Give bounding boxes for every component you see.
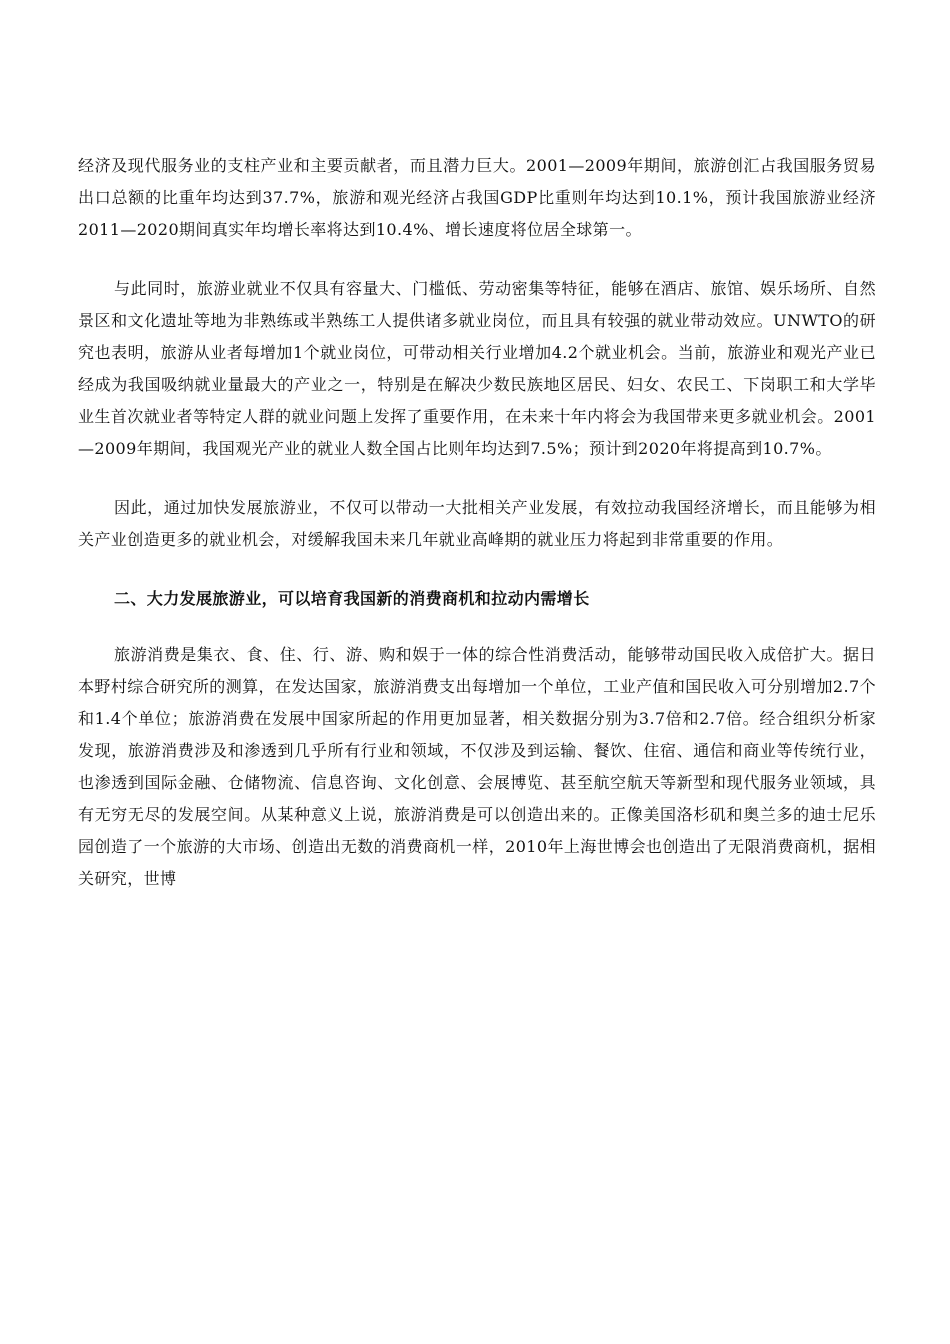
paragraph-continued: 经济及现代服务业的支柱产业和主要贡献者，而且潜力巨大。2001—2009年期间，旅游创汇占我国服务贸易出口总额的比重年均达到37.7%，旅游和观光经济占我国GDP比重则年均达到10.1%，预计我国旅游业经济2011—2020期间真实年均增长率将达到10.4%、增长速度将位居全球第一。 — [78, 156, 876, 239]
paragraph-conclusion: 因此，通过加快发展旅游业，不仅可以带动一大批相关产业发展，有效拉动我国经济增长，而且能够为相关产业创造更多的就业机会，对缓解我国未来几年就业高峰期的就业压力将起到非常重要的作用。 — [78, 498, 876, 549]
section-heading: 二、大力发展旅游业，可以培育我国新的消费商机和拉动内需增长 — [114, 589, 590, 608]
paragraph-consumption: 旅游消费是集衣、食、住、行、游、购和娱于一体的综合性消费活动，能够带动国民收入成倍扩大。据日本野村综合研究所的测算，在发达国家，旅游消费支出每增加一个单位，工业产值和国民收入可分别增加2.7个和1.4个单位；旅游消费在发展中国家所起的作用更加显著，相关数据分别为3.7倍和2.7倍。经合组织分析家发现，旅游消费涉及和渗透到几乎所有行业和领域，不仅涉及到运输、餐饮、住宿、通信和商业等传统行业，也渗透到国际金融、仓储物流、信息咨询、文化创意、会展博览、甚至航空航天等新型和现代服务业领域，具有无穷无尽的发展空间。从某种意义上说，旅游消费是可以创造出来的。正像美国洛杉矶和奥兰多的迪士尼乐园创造了一个旅游的大市场、创造出无数的消费商机一样，2010年上海世博会也创造出了无限消费商机，据相关研究，世博 — [78, 645, 876, 888]
document-body — [78, 150, 876, 922]
paragraph-employment: 与此同时，旅游业就业不仅具有容量大、门槛低、劳动密集等特征，能够在酒店、旅馆、娱乐场所、自然景区和文化遗址等地为非熟练或半熟练工人提供诸多就业岗位，而且具有较强的就业带动效应。UNWTO的研究也表明，旅游从业者每增加1个就业岗位，可带动相关行业增加4.2个就业机会。当前，旅游业和观光产业已经成为我国吸纳就业量最大的产业之一，特别是在解决少数民族地区居民、妇女、农民工、下岗职工和大学毕业生首次就业者等特定人群的就业问题上发挥了重要作用，在未来十年内将会为我国带来更多就业机会。2001—2009年期间，我国观光产业的就业人数全国占比则年均达到7.5%；预计到2020年将提高到10.7%。 — [78, 279, 876, 458]
